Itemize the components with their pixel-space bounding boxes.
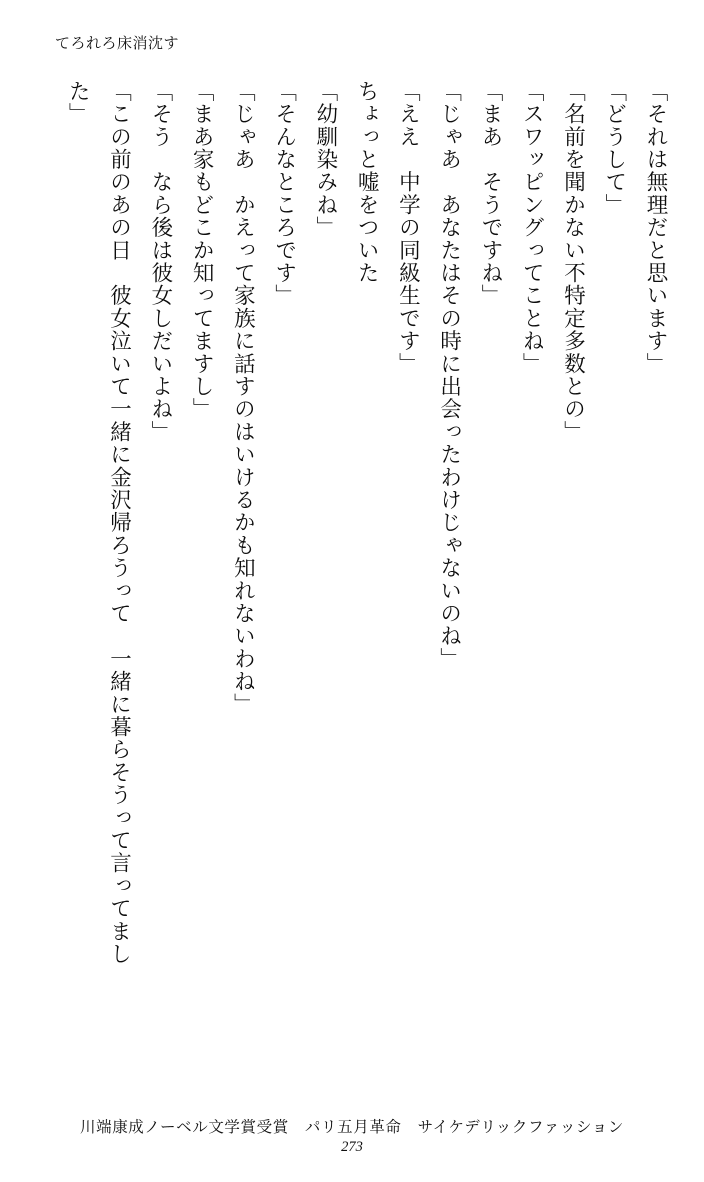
body-line: 「ええ 中学の同級生です」: [396, 80, 421, 376]
page-number: 273: [341, 1139, 363, 1155]
body-line: 「そう なら後は彼女しだいよね」: [148, 80, 173, 444]
body-line: 「そんなところです」: [272, 80, 297, 307]
body-line: 「まあ そうですね」: [478, 80, 503, 307]
running-head: てろれろ床消沈す: [55, 36, 180, 52]
body-line: ちょっと嘘をついた: [355, 80, 380, 285]
body-line: 「幼馴染みね」: [313, 80, 338, 239]
footer-title: 川端康成ノーベル文学賞受賞 パリ五月革命 サイケデリックファッション: [80, 1119, 624, 1136]
vertical-body-text: [56, 80, 676, 1090]
body-line: 「まあ家もどこか知ってますし」: [190, 80, 215, 421]
body-line: 「スワッピングってことね」: [520, 80, 545, 376]
body-line: 「じゃあ あなたはその時に出会ったわけじゃないのね」: [437, 80, 462, 671]
body-line: た」: [66, 80, 91, 126]
body-line: 「それは無理だと思います」: [644, 80, 668, 376]
body-line: 「どうして」: [602, 80, 627, 217]
body-line: 「じゃあ かえって家族に話すのはいけるかも知れないわね」: [231, 80, 256, 716]
body-line: 「名前を聞かない不特定多数との」: [561, 80, 586, 444]
page-footer: [0, 1115, 704, 1156]
body-line: 「この前のあの日 彼女泣いて一緒に金沢帰ろうって 一緒に暮らそうって言ってまし: [107, 80, 132, 966]
